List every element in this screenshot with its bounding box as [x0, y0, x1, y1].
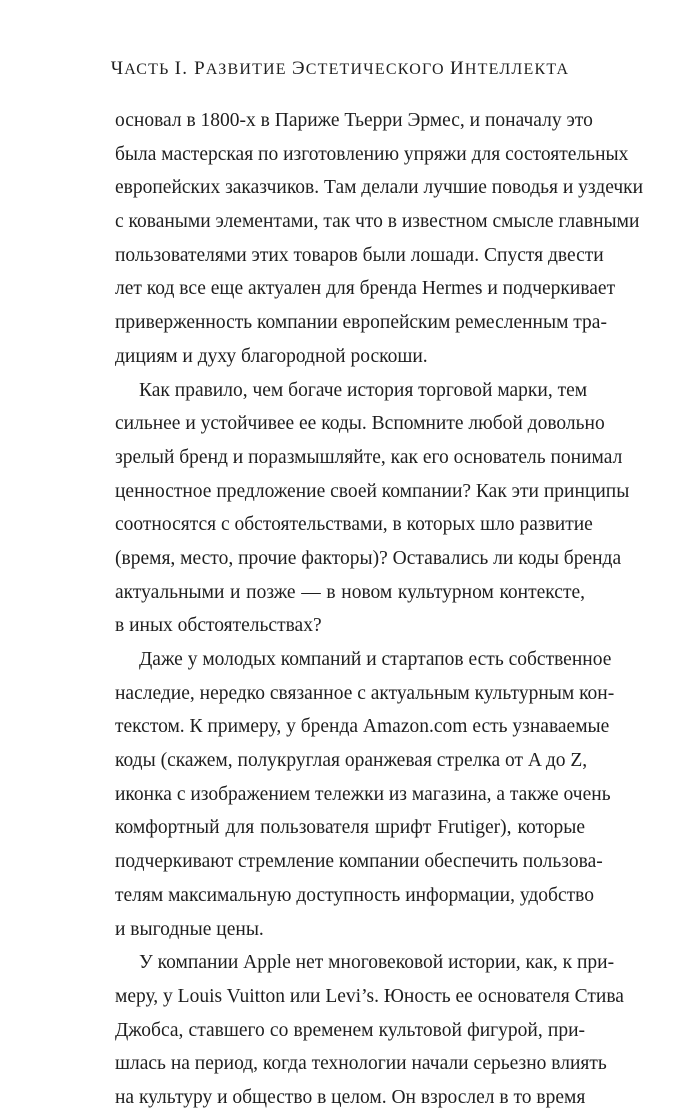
text-line: лет код все еще актуален для бренда Hermes и подчеркивает — [115, 278, 616, 300]
text-line: Даже у молодых компаний и стартапов есть собственное — [139, 649, 612, 670]
text-line: Джобса, ставшего со временем культовой фигурой, при- — [115, 1019, 585, 1041]
running-header-part: СТЕТИЧЕСКОГО — [305, 61, 450, 78]
running-header-part: АСТЬ — [124, 61, 175, 78]
text-line: меру, у Louis Vuitton или Levi’s. Юность ее основателя Стива — [115, 985, 624, 1007]
text-line: У компании Apple нет многовековой истории, как, к при- — [139, 952, 615, 974]
text-line: пользователями этих товаров были лошади. Спустя двести — [115, 244, 604, 266]
paragraph — [115, 643, 615, 946]
text-line: актуальными и позже — в новом культурном контексте, — [115, 581, 585, 603]
text-line: в иных обстоятельствах? — [115, 615, 322, 637]
text-line: дициям и духу благородной роскоши. — [115, 345, 428, 367]
text-line: текстом. К примеру, у бренда Amazon.com есть узнаваемые — [115, 716, 610, 738]
text-line: наследие, нередко связанное с актуальным культурным кон- — [115, 682, 615, 704]
text-line: зрелый бренд и поразмышляйте, как его основатель понимал — [115, 446, 623, 468]
text-line: европейских заказчиков. Там делали лучшие поводья и уздечки — [115, 177, 644, 199]
running-header-part: НТЕЛЛЕКТА — [464, 61, 570, 78]
paragraph — [115, 104, 644, 374]
paragraph — [115, 946, 624, 1114]
text-line: на культуру и общество в целом. Он взрослел в то время — [115, 1086, 586, 1108]
text-line: иконка с изображением тележки из магазина, а также очень — [115, 783, 611, 805]
running-header — [0, 58, 680, 80]
paragraph — [115, 374, 630, 644]
running-header-part: И — [449, 58, 465, 79]
running-header-part: I. Р — [174, 58, 206, 79]
text-line: подчеркивают стремление компании обеспечить пользова- — [115, 851, 603, 873]
text-line: сильнее и устойчивее ее коды. Вспомните любой довольно — [115, 413, 605, 435]
text-line: с коваными элементами, так что в известном смысле главными — [115, 211, 640, 233]
text-line: ценностное предложение своей компании? Как эти принципы — [115, 480, 630, 502]
text-line: коды (скажем, полукруглая оранжевая стрелка от A до Z, — [115, 750, 588, 772]
text-line: основал в 1800-х в Париже Тьерри Эрмес, и поначалу это — [115, 110, 593, 131]
text-line: телям максимальную доступность информации, удобство — [115, 884, 594, 906]
text-line: соотносятся с обстоятельствами, в которых шло развитие — [115, 514, 593, 536]
text-line: приверженность компании европейским ремесленным тра- — [115, 312, 607, 334]
running-header-part: Ч — [110, 58, 125, 79]
text-line: была мастерская по изготовлению упряжи для состоятельных — [115, 143, 629, 165]
text-line: Как правило, чем богаче история торговой марки, тем — [139, 379, 588, 401]
running-header-part: АЗВИТИЕ — [205, 61, 292, 78]
text-line: (время, место, прочие факторы)? Оставались ли коды бренда — [115, 547, 622, 569]
text-line: шлась на период, когда технологии начали серьезно влиять — [115, 1053, 607, 1075]
text-line: комфортный для пользователя шрифт Frutiger), которые — [115, 817, 585, 839]
running-header-part: Э — [291, 58, 306, 79]
text-line: и выгодные цены. — [115, 918, 264, 940]
body-text — [115, 104, 644, 1115]
